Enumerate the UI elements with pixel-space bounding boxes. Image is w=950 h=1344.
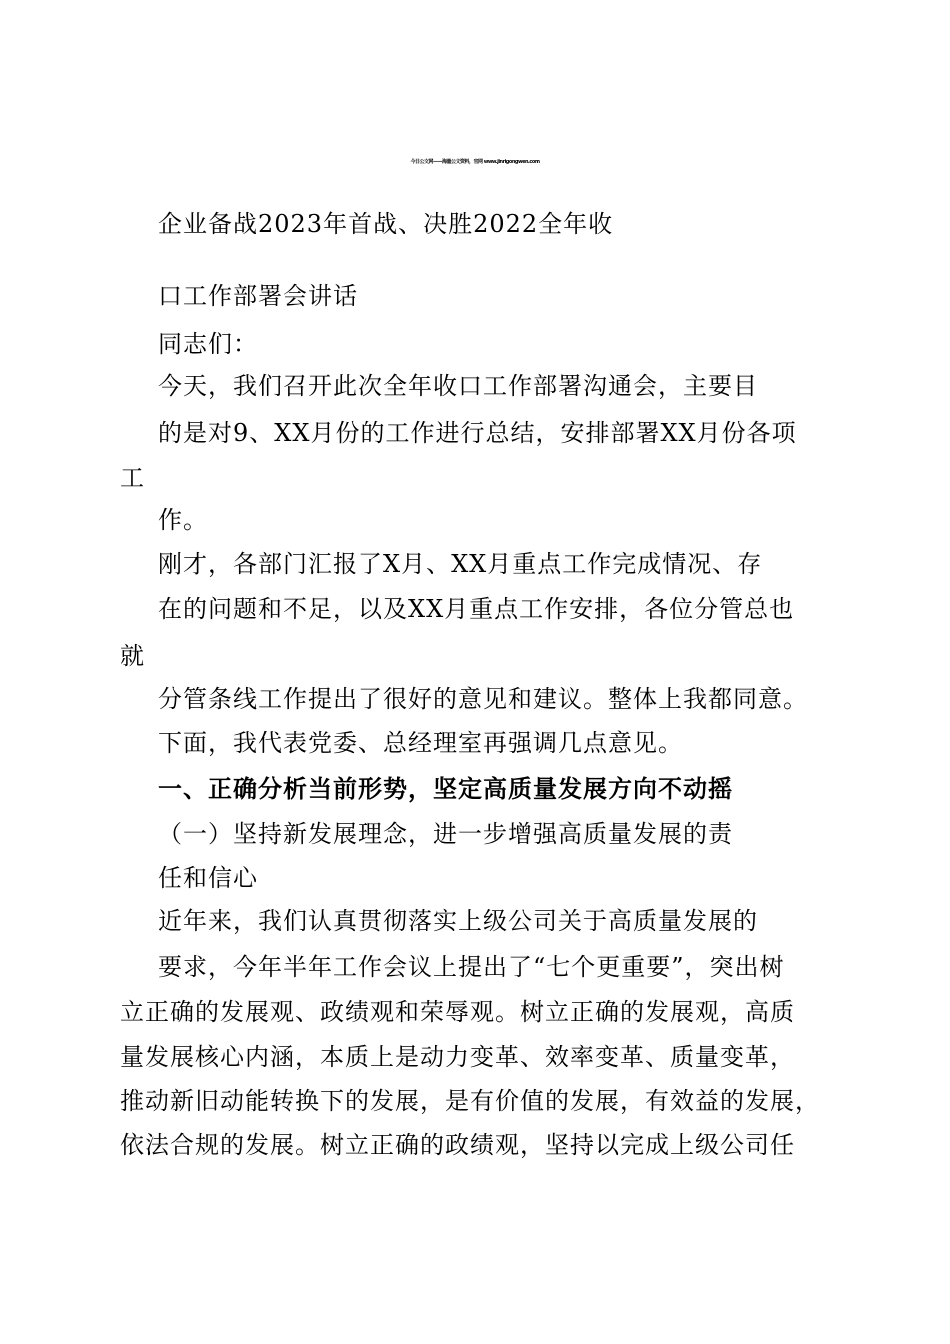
paragraph-3-line-1: 下面，我代表党委、总经理室再强调几点意见。 — [158, 729, 683, 757]
paragraph-4-line-3: 立正确的发展观、政绩观和荣辱观。树立正确的发展观，高质 — [120, 998, 795, 1026]
document-title-line-1: 企业备战2023年首战、决胜2022全年收 — [158, 210, 614, 238]
document-title-line-2: 口工作部署会讲话 — [158, 282, 358, 310]
salutation: 同志们： — [158, 330, 258, 358]
paragraph-2-line-2: 在的问题和不足，以及XX月重点工作安排，各位分管总也 — [158, 595, 795, 623]
paragraph-4-line-6: 依法合规的发展。树立正确的政绩观，坚持以完成上级公司任 — [120, 1131, 795, 1159]
paragraph-1-line-3: 工 — [120, 464, 145, 492]
subheading-1-line-1: （一）坚持新发展理念，进一步增强高质量发展的责 — [158, 820, 733, 848]
paragraph-2-line-1: 刚才，各部门汇报了X月、XX月重点工作完成情况、存 — [158, 550, 763, 578]
site-header-title: 今日公文网——海量公文资料，官网 www.jinrigongwen.com — [410, 159, 540, 165]
paragraph-4-line-2: 要求，今年半年工作会议上提出了“七个更重要”，突出树 — [158, 953, 785, 981]
paragraph-2-line-3: 就 — [120, 642, 145, 670]
paragraph-2-line-4: 分管条线工作提出了很好的意见和建议。整体上我都同意。 — [158, 685, 808, 713]
paragraph-4-line-5: 推动新旧动能转换下的发展，是有价值的发展，有效益的发展， — [120, 1087, 820, 1115]
paragraph-1-line-2: 的是对9、XX月份的工作进行总结，安排部署XX月份各项 — [158, 419, 797, 447]
section-heading-1: 一、正确分析当前形势，坚定高质量发展方向不动摇 — [158, 775, 733, 803]
paragraph-4-line-4: 量发展核心内涵，本质上是动力变革、效率变革、质量变革， — [120, 1043, 795, 1071]
paragraph-4-line-1: 近年来，我们认真贯彻落实上级公司关于高质量发展的 — [158, 907, 758, 935]
subheading-1-line-2: 任和信心 — [158, 864, 258, 892]
paragraph-1-line-4: 作。 — [158, 506, 208, 534]
paragraph-1-line-1: 今天，我们召开此次全年收口工作部署沟通会，主要目 — [158, 372, 758, 400]
